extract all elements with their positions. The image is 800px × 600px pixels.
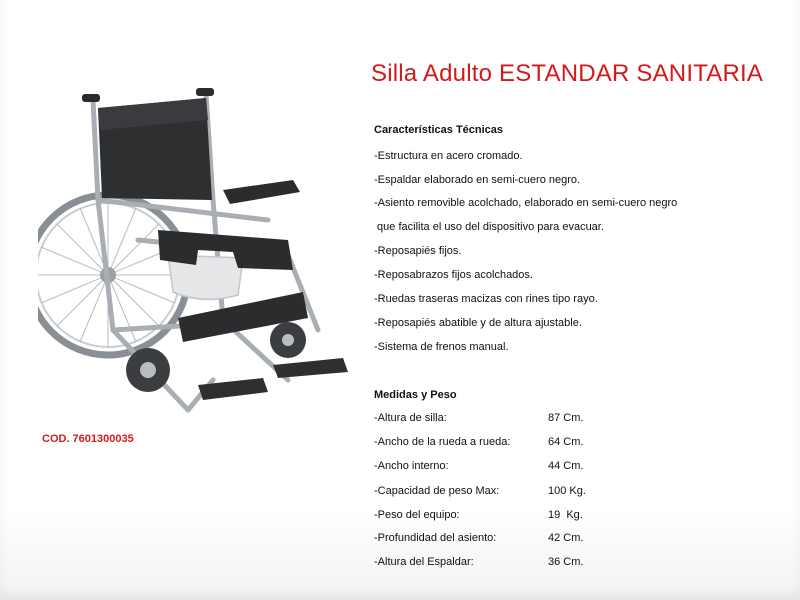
measures-heading: Medidas y Peso	[374, 389, 457, 401]
wheelchair-commode-image	[38, 80, 358, 420]
spec-value: 64 Cm.	[548, 436, 584, 448]
spec-value: 36 Cm.	[548, 556, 584, 568]
product-code: COD. 7601300035	[42, 433, 134, 445]
spec-label: -Altura del Espaldar:	[374, 556, 474, 568]
product-title: Silla Adulto ESTANDAR SANITARIA	[371, 60, 764, 87]
feature-item: -Estructura en acero cromado.	[374, 150, 523, 162]
spec-value: 19 Kg.	[548, 509, 583, 521]
spec-label: -Peso del equipo:	[374, 509, 460, 521]
spec-value: 44 Cm.	[548, 460, 584, 472]
spec-label: -Profundidad del asiento:	[374, 532, 497, 544]
feature-item: -Asiento removible acolchado, elaborado en semi-cuero negro	[374, 197, 678, 209]
spec-value: 42 Cm.	[548, 532, 584, 544]
feature-item: -Ruedas traseras macizas con rines tipo rayo.	[374, 293, 598, 305]
feature-item: -Sistema de frenos manual.	[374, 341, 509, 353]
spec-value: 100 Kg.	[548, 485, 586, 497]
feature-item: que facilita el uso del dispositivo para evacuar.	[374, 221, 604, 233]
feature-item: -Reposabrazos fijos acolchados.	[374, 269, 533, 281]
spec-value: 87 Cm.	[548, 412, 584, 424]
feature-item: -Reposapiés abatible y de altura ajustable.	[374, 317, 582, 329]
feature-item: -Espaldar elaborado en semi-cuero negro.	[374, 174, 581, 186]
feature-item: -Reposapiés fijos.	[374, 245, 462, 257]
features-heading: Características Técnicas	[374, 124, 504, 136]
spec-label: -Capacidad de peso Max:	[374, 485, 500, 497]
spec-label: -Ancho interno:	[374, 460, 449, 472]
spec-label: -Ancho de la rueda a rueda:	[374, 436, 511, 448]
spec-label: -Altura de silla:	[374, 412, 447, 424]
